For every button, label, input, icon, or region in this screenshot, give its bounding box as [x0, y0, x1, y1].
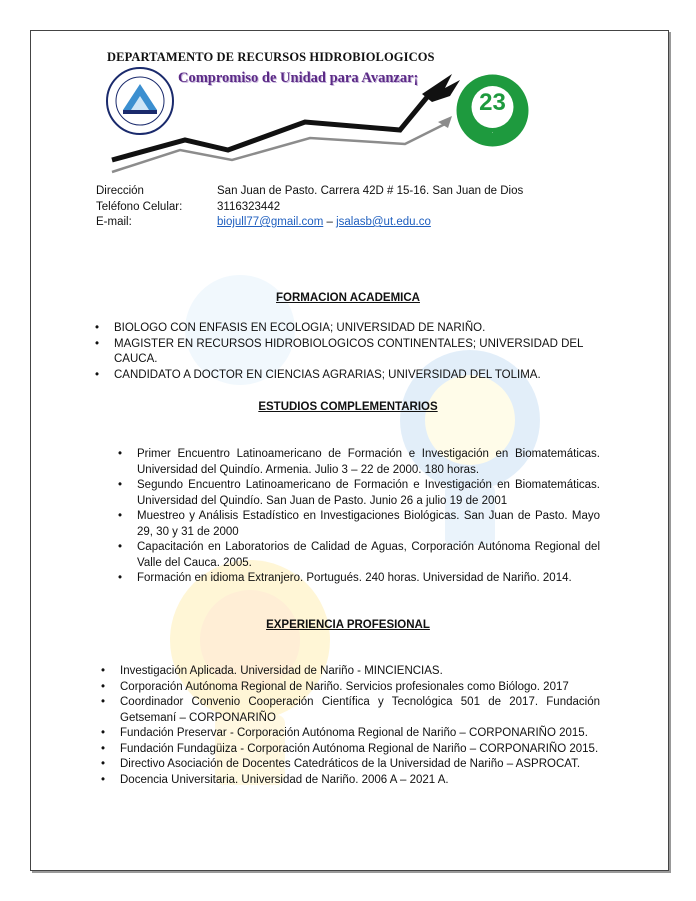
list-item: • Corporación Autónoma Regional de Nariño. Servicios profesionales como Biólogo. 2017: [120, 680, 600, 696]
experiencia-title: EXPERIENCIA PROFESIONAL: [266, 619, 430, 631]
list-item: • Directivo Asociación de Docentes Catedráticos de la Universidad de Nariño – ASPROCAT.: [120, 757, 600, 773]
list-item: • Segundo Encuentro Latinoamericano de Formación e Investigación en Biomatemáticas. Universidad del Quindío. San Juan de Pasto. Junio 26 a julio 19 de 2001: [137, 478, 600, 509]
address-row: [96, 184, 523, 200]
list-item: • Formación en idioma Extranjero. Portugués. 240 horas. Universidad de Nariño. 2014.: [137, 571, 600, 587]
svg-text:·: ·: [491, 130, 494, 136]
list-item: • BIOLOGO CON ENFASIS EN ECOLOGIA; UNIVERSIDAD DE NARIÑO.: [114, 321, 604, 337]
email-row: [96, 215, 523, 231]
formacion-list: [114, 321, 604, 383]
list-item: • Fundación Preservar - Corporación Autónoma Regional de Nariño – CORPONARIÑO 2015.: [120, 726, 600, 742]
estudios-list: [137, 447, 600, 587]
badge-number: 23: [479, 89, 506, 116]
address-value: San Juan de Pasto. Carrera 42D # 15-16. San Juan de Dios: [217, 185, 524, 197]
formacion-title: FORMACION ACADEMICA: [276, 292, 420, 304]
phone-label: Teléfono Celular:: [96, 200, 183, 213]
list-item: • Primer Encuentro Latinoamericano de Formación e Investigación en Biomatemáticas. Universidad del Quindío. Armenia. Julio 3 – 22 de 2000. 180 horas.: [137, 447, 600, 478]
email-link-1[interactable]: biojull77@gmail.com: [217, 216, 324, 228]
phone-row: [96, 200, 523, 216]
phone-value: 3116323442: [217, 200, 281, 213]
estudios-title: ESTUDIOS COMPLEMENTARIOS: [258, 401, 438, 413]
email-label: E-mail:: [96, 216, 132, 228]
department-title: DEPARTAMENTO DE RECURSOS HIDROBIOLOGICOS: [107, 50, 435, 64]
list-item: • Muestreo y Análisis Estadístico en Investigaciones Biológicas. San Juan de Pasto. Mayo 29, 30 y 31 de 2000: [137, 509, 600, 540]
trend-arrow-graphic: [100, 62, 480, 182]
address-label: Dirección: [96, 185, 144, 197]
list-item: • Fundación Fundagüiza - Corporación Autónoma Regional de Nariño – CORPONARIÑO 2015.: [120, 742, 600, 758]
list-item: • Investigación Aplicada. Universidad de Nariño - MINCIENCIAS.: [120, 664, 600, 680]
list-item: • CANDIDATO A DOCTOR EN CIENCIAS AGRARIAS; UNIVERSIDAD DEL TOLIMA.: [114, 368, 604, 384]
list-item: • Coordinador Convenio Cooperación Científica y Tecnológica 501 de 2017. Fundación Getsemaní – CORPONARIÑO: [120, 695, 600, 726]
slogan: Compromiso de Unidad para Avanzar¡: [178, 70, 419, 86]
list-item: • MAGISTER EN RECURSOS HIDROBIOLOGICOS CONTINENTALES; UNIVERSIDAD DEL CAUCA.: [114, 337, 604, 368]
list-item: • Docencia Universitaria. Universidad de Nariño. 2006 A – 2021 A.: [120, 773, 600, 789]
email-separator: –: [323, 216, 337, 228]
letterhead: [0, 0, 696, 180]
experiencia-list: [120, 664, 600, 788]
contact-block: [96, 184, 523, 231]
list-item: • Capacitación en Laboratorios de Calidad de Aguas, Corporación Autónoma Regional del Valle del Cauca. 2005.: [137, 540, 600, 571]
email-link-2[interactable]: jsalasb@ut.edu.co: [336, 216, 431, 228]
